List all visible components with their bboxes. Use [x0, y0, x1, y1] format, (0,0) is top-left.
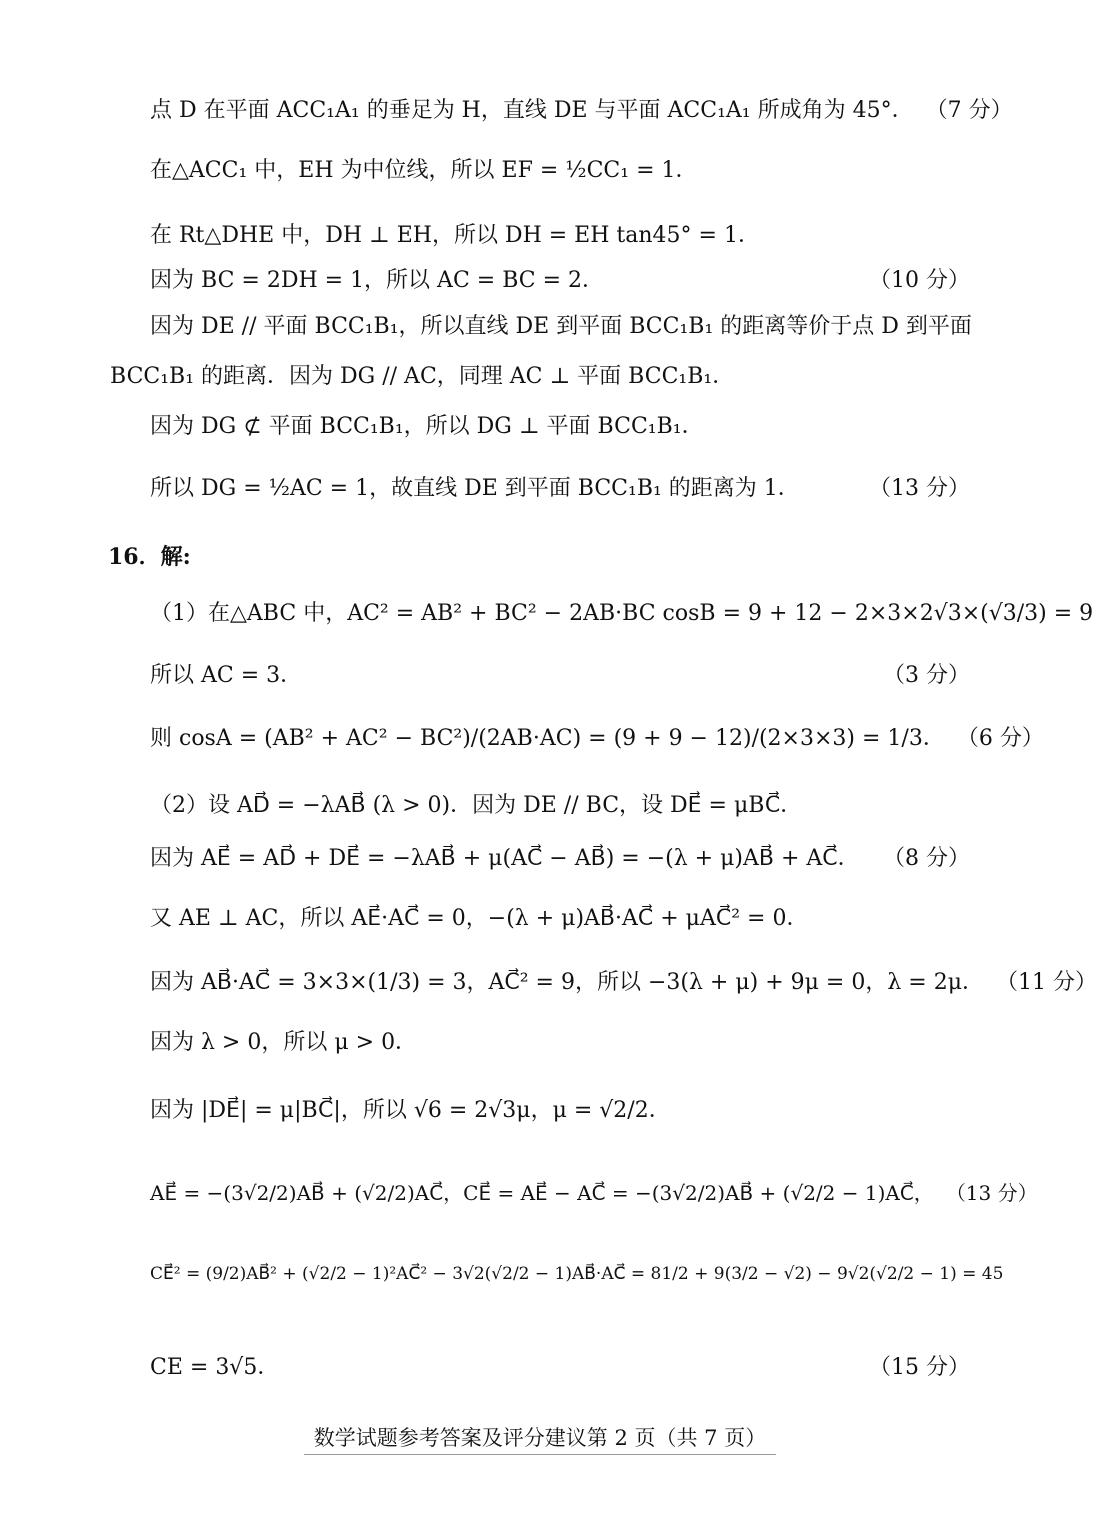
score-label: （6 分） — [956, 726, 1044, 751]
line-text: BCC₁B₁ 的距离．因为 DG // AC，同理 AC ⊥ 平面 BCC₁B₁． — [110, 364, 735, 389]
line-13 — [150, 848, 970, 870]
line-4 — [150, 270, 970, 292]
score-label: （8 分） — [883, 846, 970, 871]
line-text: 所以 AC = 3． — [150, 663, 303, 688]
line-2 — [150, 160, 970, 182]
line-text: 因为 DG ⊄ 平面 BCC₁B₁，所以 DG ⊥ 平面 BCC₁B₁． — [150, 414, 704, 439]
line-text: 因为 AE⃗ = AD⃗ + DE⃗ = −λAB⃗ + μ(AC⃗ − AB⃗) = −(λ + μ)AB⃗ + AC⃗． — [150, 846, 860, 871]
line-text: 在△ACC₁ 中，EH 为中位线，所以 EF = ½CC₁ = 1． — [150, 158, 698, 183]
line-text: CE⃗² = (9/2)AB⃗² + (√2/2 − 1)²AC⃗² − 3√2(√2/2 − 1)AB⃗·AC⃗ = 81/2 + 9(3/2 − √2) − 9√2(√2/2 − 1) = 45 — [150, 1264, 1004, 1284]
footer-text: 数学试题参考答案及评分建议第 2 页（共 7 页） — [304, 1426, 776, 1455]
line-text: 又 AE ⊥ AC，所以 AE⃗·AC⃗ = 0，−(λ + μ)AB⃗·AC⃗ + μAC⃗² = 0． — [150, 906, 809, 931]
line-6 — [110, 366, 970, 388]
line-text: 在 Rt△DHE 中，DH ⊥ EH，所以 DH = EH tan45° = 1． — [150, 223, 760, 248]
line-15 — [150, 970, 1097, 995]
line-text: 因为 AB⃗·AC⃗ = 3×3×(1/3) = 3，AC⃗² = 9，所以 −3(λ + μ) + 9μ = 0，λ = 2μ． — [150, 970, 985, 995]
line-7 — [150, 416, 970, 438]
line-text: （1）在△ABC 中，AC² = AB² + BC² − 2AB·BC cosB = 9 + 12 − 2×3×2√3×(√3/3) = 9 — [150, 601, 1094, 626]
line-text: 因为 |DE⃗| = μ|BC⃗|，所以 √6 = 2√3μ，μ = √2/2． — [150, 1098, 671, 1123]
line-8 — [150, 478, 970, 500]
line-16 — [150, 1032, 970, 1054]
score-label: （10 分） — [869, 268, 970, 293]
score-label: （3 分） — [883, 663, 970, 688]
line-18 — [150, 1181, 1038, 1205]
score-label: （13 分） — [869, 476, 970, 501]
line-text: （2）设 AD⃗ = −λAB⃗ (λ > 0)．因为 DE // BC，设 DE⃗ = μBC⃗． — [150, 793, 803, 818]
page-footer — [0, 1422, 1080, 1452]
line-14 — [150, 908, 970, 930]
line-10 — [150, 665, 970, 687]
line-text: 所以 DG = ½AC = 1，故直线 DE 到平面 BCC₁B₁ 的距离为 1． — [150, 476, 800, 501]
section-heading-16: 16．解: — [108, 544, 191, 570]
line-text: 因为 BC = 2DH = 1，所以 AC = BC = 2． — [150, 268, 605, 293]
line-1 — [150, 98, 1013, 123]
line-3 — [150, 225, 970, 247]
score-label: （7 分） — [925, 98, 1013, 123]
line-text: 则 cosA = (AB² + AC² − BC²)/(2AB·AC) = (9 + 9 − 12)/(2×3×3) = 1/3． — [150, 726, 945, 751]
line-12 — [150, 795, 970, 817]
line-text: AE⃗ = −(3√2/2)AB⃗ + (√2/2)AC⃗，CE⃗ = AE⃗ − AC⃗ = −(3√2/2)AB⃗ + (√2/2 − 1)AC⃗， — [150, 1181, 934, 1205]
line-9 — [150, 601, 1094, 626]
line-11 — [150, 726, 1044, 751]
line-text: CE = 3√5． — [150, 1355, 280, 1380]
line-19 — [150, 1264, 1004, 1284]
score-label: （13 分） — [945, 1181, 1038, 1205]
line-text: 点 D 在平面 ACC₁A₁ 的垂足为 H，直线 DE 与平面 ACC₁A₁ 所成角为 45°． — [150, 98, 914, 123]
score-label: （15 分） — [869, 1355, 970, 1380]
line-text: 因为 DE // 平面 BCC₁B₁，所以直线 DE 到平面 BCC₁B₁ 的距离等价于点 D 到平面 — [150, 314, 972, 339]
line-text: 因为 λ > 0，所以 μ > 0． — [150, 1030, 418, 1055]
line-5 — [150, 316, 970, 338]
line-17 — [150, 1100, 970, 1122]
score-label: （11 分） — [996, 970, 1097, 995]
line-20 — [150, 1357, 970, 1379]
